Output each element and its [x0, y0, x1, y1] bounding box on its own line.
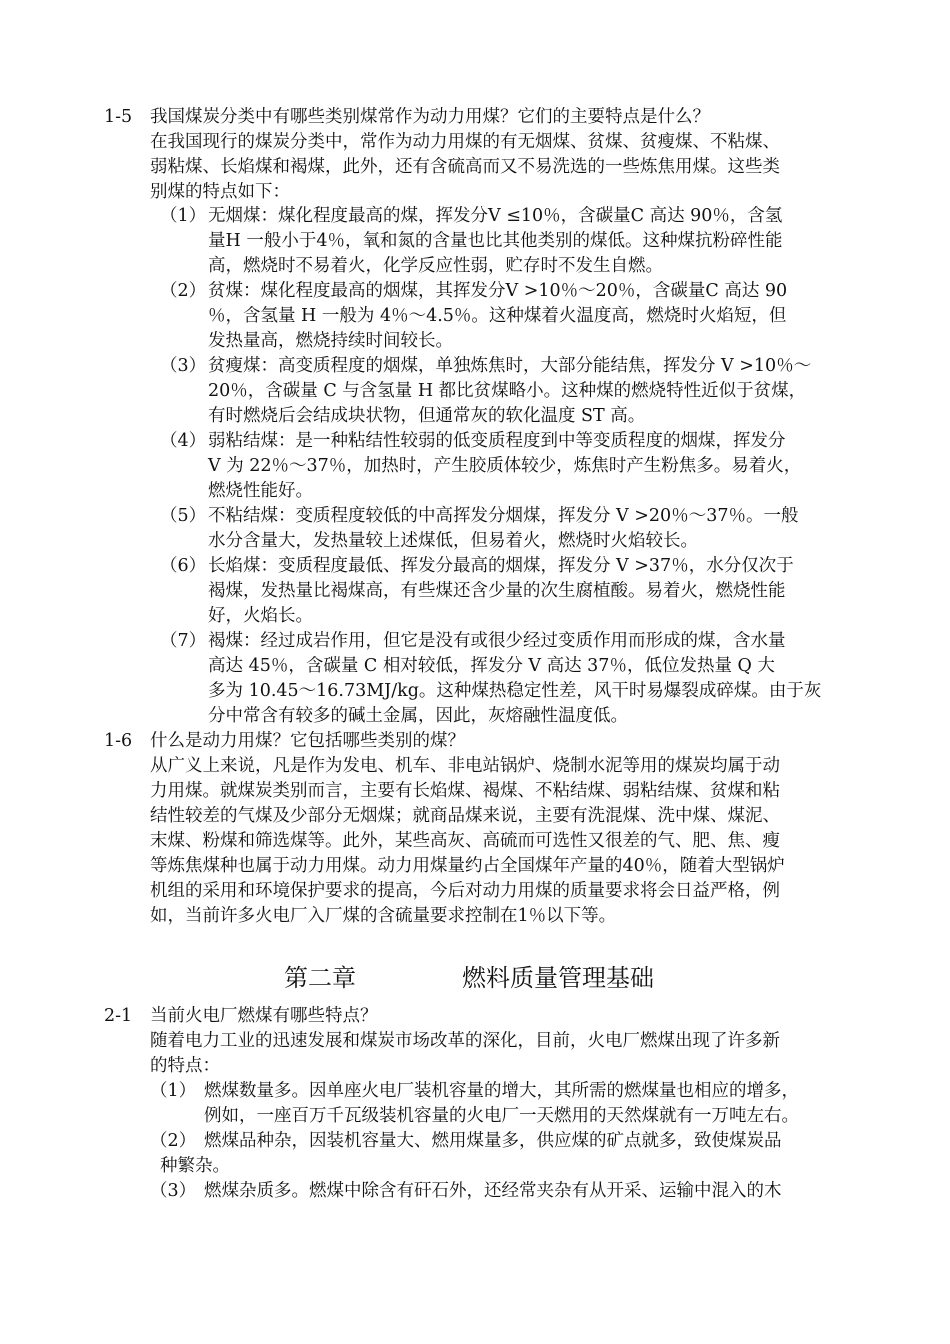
text-line: 弱粘结煤：是一种粘结性较弱的低变质程度到中等变质程度的烟煤，挥发分 — [208, 431, 786, 451]
text-line: 结性较差的气煤及少部分无烟煤；就商品煤来说，主要有洗混煤、洗中煤、煤泥、 — [150, 806, 780, 826]
text-line: ％，含氢量 H 一般为 4％～4.5％。这种煤着火温度高，燃烧时火焰短，但 — [208, 306, 787, 326]
text-line: 随着电力工业的迅速发展和煤炭市场改革的深化，目前，火电厂燃煤出现了许多新 — [150, 1031, 780, 1051]
text-line: （4） — [160, 431, 207, 451]
text-line: 1-5 — [104, 107, 133, 127]
text-line: 燃煤数量多。因单座火电厂装机容量的增大，其所需的燃煤量也相应的增多， — [204, 1081, 799, 1101]
text-line: （2） — [160, 281, 207, 301]
text-line: 多为 10.45～16.73MJ/kg。这种煤热稳定性差，风干时易爆裂成碎煤。由于灰 — [208, 681, 822, 701]
text-line: 种繁杂。 — [160, 1156, 230, 1176]
text-line: （5） — [160, 506, 207, 526]
text-line: 1-6 — [104, 731, 133, 751]
text-line: 20％，含碳量 C 与含氢量 H 都比贫煤略小。这种煤的燃烧特性近似于贫煤， — [208, 381, 807, 401]
text-line: 燃煤杂质多。燃煤中除含有矸石外，还经常夹杂有从开采、运输中混入的木 — [204, 1181, 782, 1201]
text-line: 例如，一座百万千瓦级装机容量的火电厂一天燃用的天然煤就有一万吨左右。 — [204, 1106, 799, 1126]
text-line: （3） — [160, 356, 207, 376]
text-line: 我国煤炭分类中有哪些类别煤常作为动力用煤？它们的主要特点是什么？ — [150, 107, 710, 127]
text-line: 水分含量大，发热量较上述煤低，但易着火，燃烧时火焰较长。 — [208, 531, 698, 551]
text-line: 力用煤。就煤炭类别而言，主要有长焰煤、褐煤、不粘结煤、弱粘结煤、贫煤和粘 — [150, 781, 780, 801]
text-line: 量H 一般小于4％，氧和氮的含量也比其他类别的煤低。这种煤抗粉碎性能 — [208, 231, 783, 251]
text-line: 当前火电厂燃煤有哪些特点？ — [150, 1006, 378, 1026]
text-line: 燃煤品种杂，因装机容量大、燃用煤量多，供应煤的矿点就多，致使煤炭品 — [204, 1131, 782, 1151]
text-line: 长焰煤：变质程度最低、挥发分最高的烟煤，挥发分 V >37％，水分仅次于 — [208, 556, 794, 576]
text-line: 无烟煤：煤化程度最高的煤，挥发分V ≤10％，含碳量C 高达 90％，含氢 — [208, 206, 783, 226]
text-line: （2） — [150, 1131, 197, 1151]
text-line: 等炼焦煤种也属于动力用煤。动力用煤量约占全国煤年产量的40％，随着大型锅炉 — [150, 856, 785, 876]
text-line: 机组的采用和环境保护要求的提高，今后对动力用煤的质量要求将会日益严格，例 — [150, 881, 780, 901]
text-line: 高达 45％，含碳量 C 相对较低，挥发分 V 高达 37％，低位发热量 Q 大 — [208, 656, 775, 676]
text-line: 末煤、粉煤和筛选煤等。此外，某些高灰、高硫而可选性又很差的气、肥、焦、瘦 — [150, 831, 780, 851]
text-line: 燃烧性能好。 — [208, 481, 313, 501]
text-line: 贫瘦煤：高变质程度的烟煤，单独炼焦时，大部分能结焦，挥发分 V >10％～ — [208, 356, 812, 376]
text-line: 2-1 — [104, 1006, 133, 1026]
text-line: （1） — [150, 1081, 197, 1101]
text-line: 在我国现行的煤炭分类中，常作为动力用煤的有无烟煤、贫煤、贫瘦煤、不粘煤、 — [150, 132, 780, 152]
text-line: 从广义上来说，凡是作为发电、机车、非电站锅炉、烧制水泥等用的煤炭均属于动 — [150, 756, 780, 776]
text-line: V 为 22％～37％，加热时，产生胶质体较少，炼焦时产生粉焦多。易着火， — [208, 456, 802, 476]
text-line: 弱粘煤、长焰煤和褐煤，此外，还有含硫高而又不易洗选的一些炼焦用煤。这些类 — [150, 157, 780, 177]
text-line: 不粘结煤：变质程度较低的中高挥发分烟煤，挥发分 V >20％～37％。一般 — [208, 506, 799, 526]
text-line: 高，燃烧时不易着火，化学反应性弱，贮存时不发生自燃。 — [208, 256, 663, 276]
text-line: （3） — [150, 1181, 197, 1201]
text-line: 什么是动力用煤？它包括哪些类别的煤？ — [150, 731, 465, 751]
text-line: 如，当前许多火电厂入厂煤的含硫量要求控制在1％以下等。 — [150, 906, 617, 926]
text-line: （7） — [160, 631, 207, 651]
chapter-number: 第二章 — [284, 964, 356, 992]
text-line: （6） — [160, 556, 207, 576]
text-line: （1） — [160, 206, 207, 226]
text-line: 的特点： — [150, 1056, 220, 1076]
text-line: 褐煤，发热量比褐煤高，有些煤还含少量的次生腐植酸。易着火，燃烧性能 — [208, 581, 786, 601]
text-line: 发热量高，燃烧持续时间较长。 — [208, 331, 453, 351]
text-line: 别煤的特点如下： — [150, 182, 290, 202]
text-line: 有时燃烧后会结成块状物，但通常灰的软化温度 ST 高。 — [208, 406, 646, 426]
chapter-title: 燃料质量管理基础 — [462, 964, 654, 992]
text-line: 贫煤：煤化程度最高的烟煤，其挥发分V >10％～20％，含碳量C 高达 90 — [208, 281, 788, 301]
text-line: 好，火焰长。 — [208, 606, 313, 626]
text-line: 褐煤：经过成岩作用，但它是没有或很少经过变质作用而形成的煤，含水量 — [208, 631, 786, 651]
text-line: 分中常含有较多的碱土金属，因此，灰熔融性温度低。 — [208, 706, 628, 726]
